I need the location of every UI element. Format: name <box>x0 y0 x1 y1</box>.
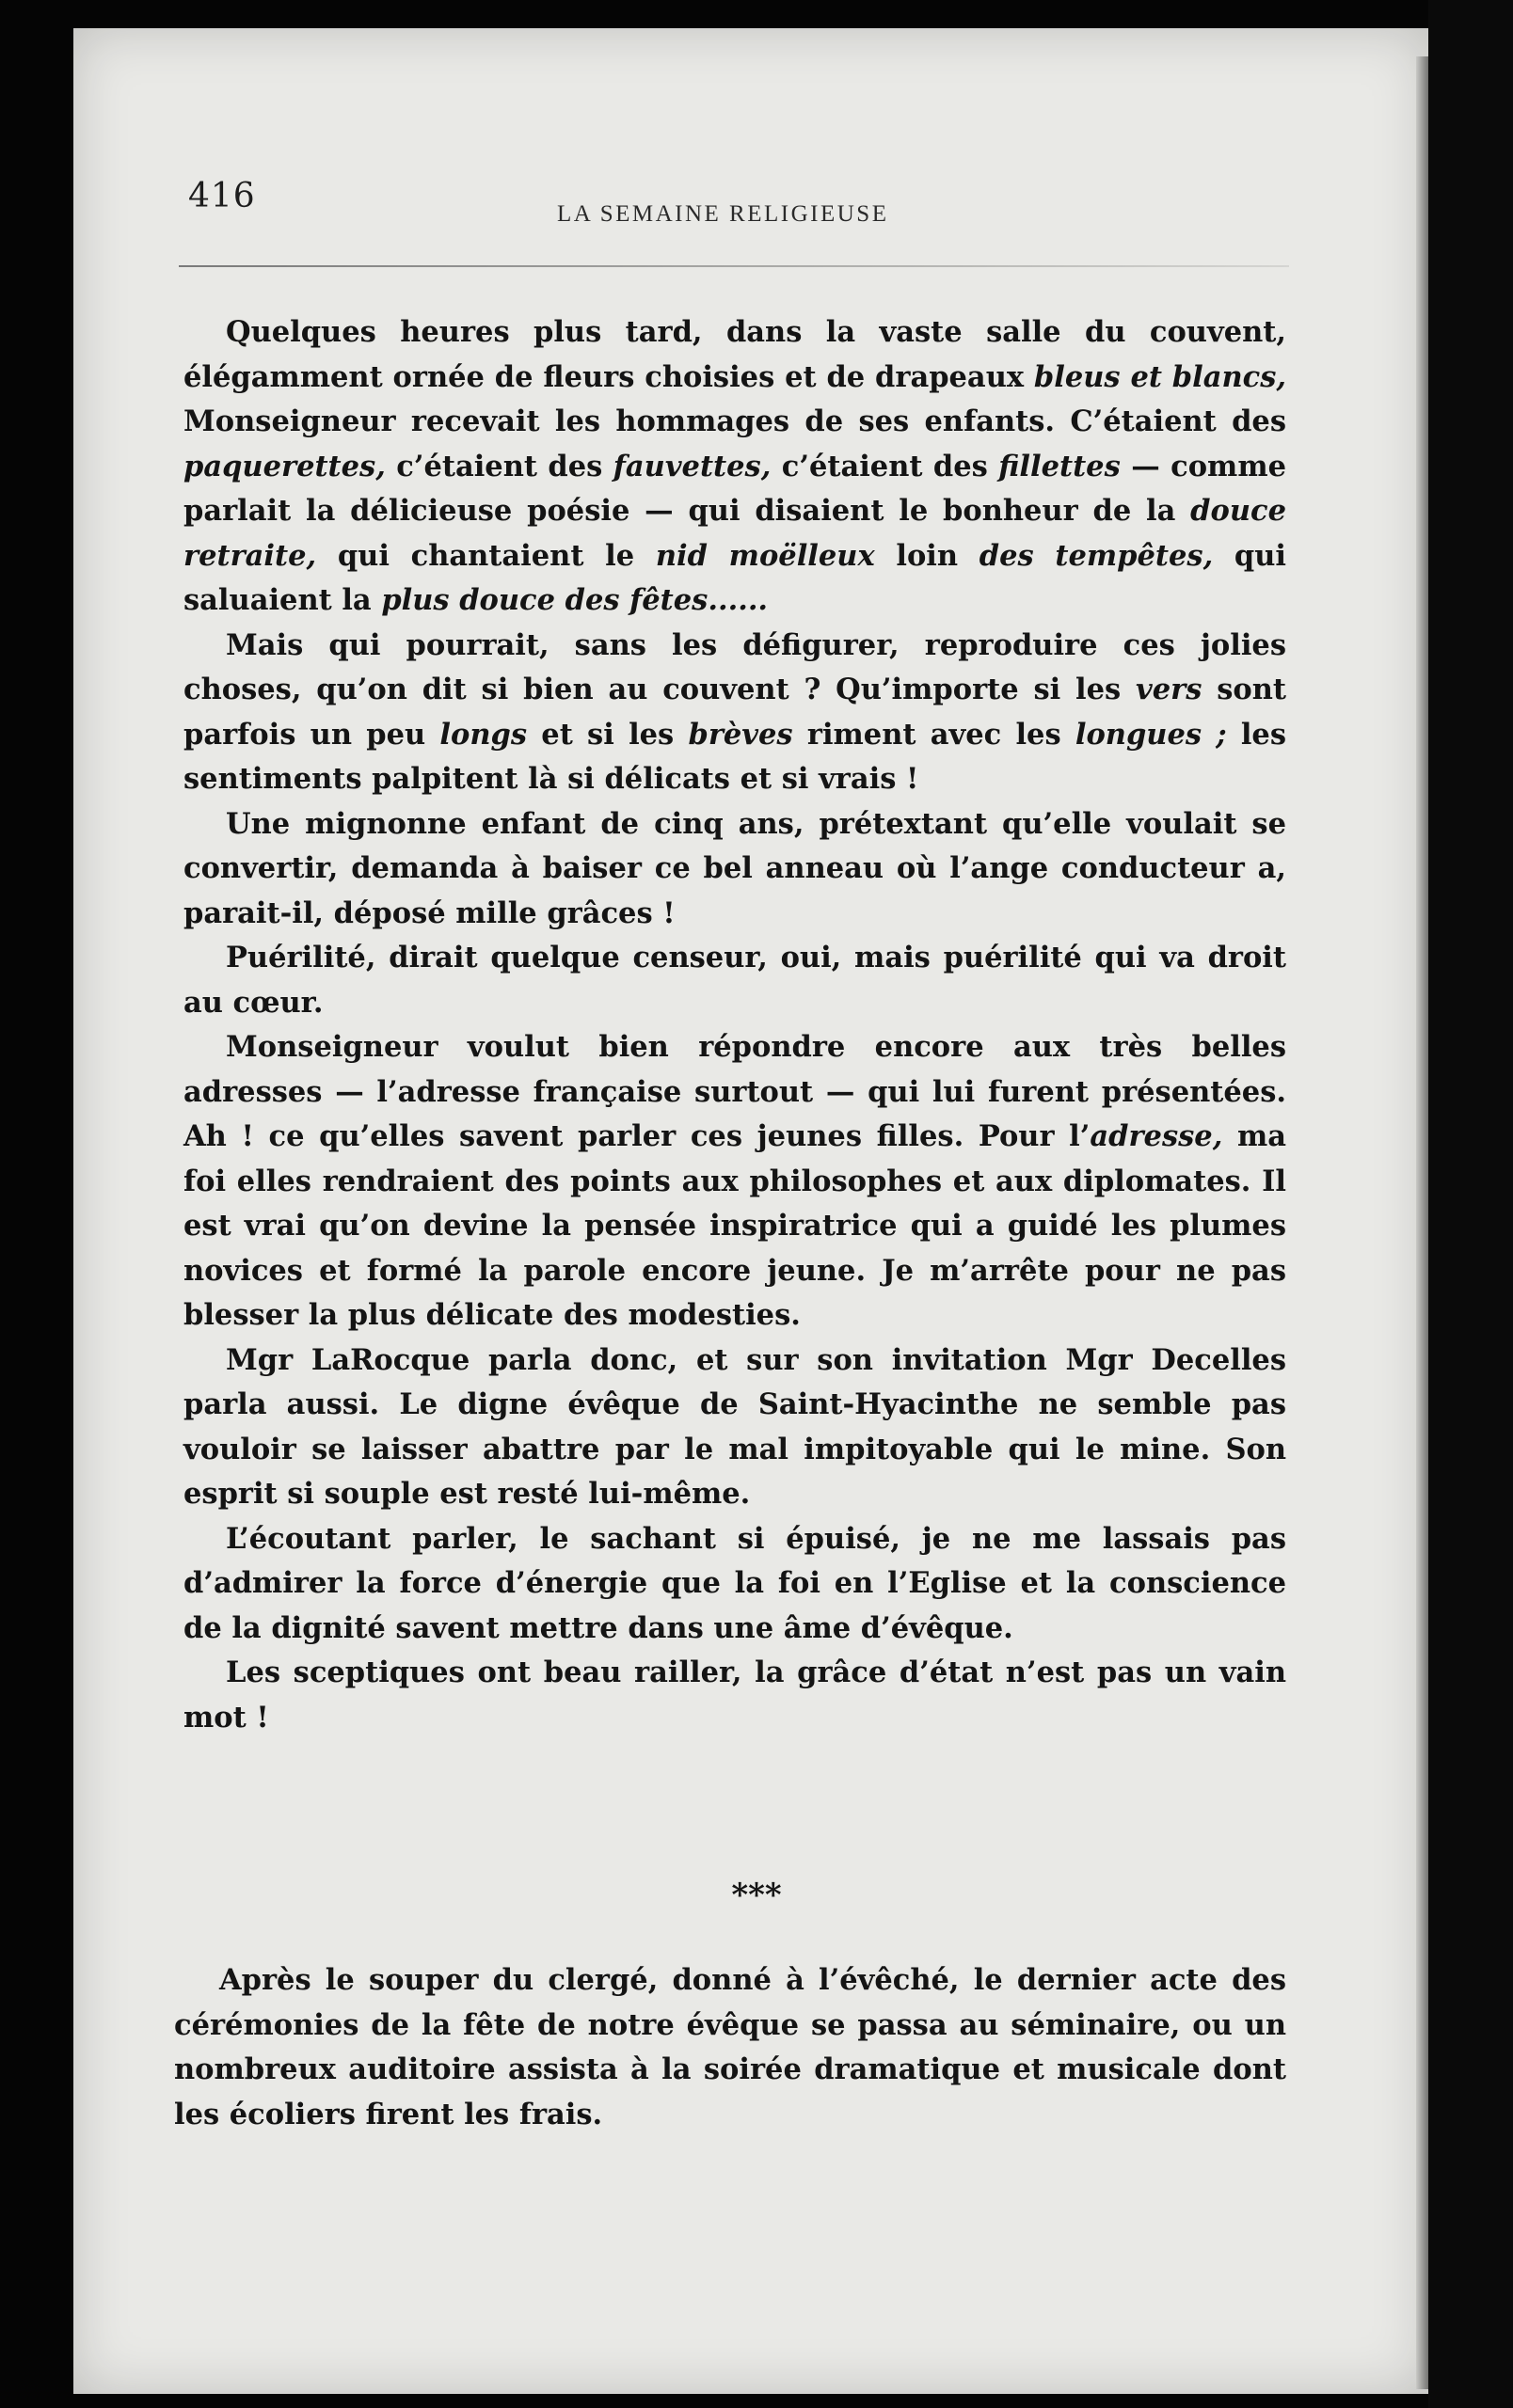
paragraph-2 <box>183 624 1286 802</box>
italic-run: fillettes <box>998 449 1121 483</box>
paragraph-1 <box>183 310 1286 624</box>
paragraph-8: Les sceptiques ont beau railler, la grâce d’état n’est pas un vain mot ! <box>183 1656 1286 1735</box>
paragraph-7: L’écoutant parler, le sachant si épuisé, je ne me lassais pas d’admirer la force d’énergie que la foi en l’Eglise et la conscience de la dignité savent mettre dans une âme d’évêque. <box>183 1521 1286 1645</box>
text-run: c’étaient des <box>771 449 999 483</box>
paragraph-3: Une mignonne enfant de cinq ans, prétextant qu’elle voulait se convertir, demanda à baiser ce bel anneau où l’ange conducteur a, parait-il, déposé mille grâces ! <box>183 806 1286 930</box>
text-run: riment avec les <box>792 717 1075 752</box>
text-run: qui chantaient le <box>316 538 656 573</box>
separator-stars: *** <box>731 1877 782 1914</box>
text-run: les sentiments palpitent là si délicats et si vrais ! <box>183 717 1287 796</box>
article-body <box>183 310 1286 1740</box>
page-number: 416 <box>188 177 256 215</box>
text-run: loin <box>874 538 979 573</box>
italic-run: longs <box>439 717 528 752</box>
italic-run: fauvettes, <box>613 449 772 483</box>
paragraph-4: Puérilité, dirait quelque censeur, oui, mais puérilité qui va droit au cœur. <box>183 941 1286 1020</box>
text-run: et si les <box>527 717 689 752</box>
text-run: Monseigneur voulut bien répondre encore aux très belles adresses — l’adresse française surtout — qui lui furent présentées. Ah ! ce qu’elles savent parler ces jeunes filles. Pour l’ <box>183 1030 1286 1153</box>
text-run: sont parfois un peu <box>183 673 1286 752</box>
text-run: Quelques heures plus tard, dans la vaste salle du couvent, élégamment ornée de fleurs choisies et de drapeaux <box>183 315 1286 394</box>
running-head: LA SEMAINE RELIGIEUSE <box>557 201 889 227</box>
italic-run: paquerettes, <box>183 449 386 483</box>
italic-run: douce retraite, <box>183 494 1286 573</box>
italic-run: plus douce des fêtes...... <box>381 583 769 617</box>
text-run: Monseigneur recevait les hommages de ses enfants. C’étaient des <box>183 404 1286 438</box>
italic-run: nid moëlleux <box>655 538 875 573</box>
italic-run: longues ; <box>1075 717 1227 752</box>
italic-run: brèves <box>688 717 793 752</box>
facing-page-edge <box>1416 56 1429 2389</box>
italic-run: bleus et blancs, <box>1033 359 1287 394</box>
text-run: Mais qui pourrait, sans les défigurer, reproduire ces jolies choses, qu’on dit si bien au couvent ? Qu’importe si les <box>183 627 1286 706</box>
section-separator <box>0 1877 1513 1914</box>
italic-run: vers <box>1136 673 1202 706</box>
book-gutter <box>1428 0 1513 2408</box>
italic-run: des tempêtes, <box>979 538 1214 573</box>
article-body-continued <box>174 1958 1286 2137</box>
text-run: ma foi elles rendraient des points aux philosophes et aux diplomates. Il est vrai qu’on devine la pensée inspiratrice qui a guidé les plumes novices et formé la parole encore jeune. Je m’arrête pour ne pas blesser la plus délicate des modesties. <box>183 1119 1287 1332</box>
paragraph-9: Après le souper du clergé, donné à l’évêché, le dernier acte des cérémonies de la fête de notre évêque se passa au séminaire, ou un nombreux auditoire assista à la soirée dramatique et musicale dont les écoliers firent les frais. <box>174 1963 1286 2131</box>
italic-run: adresse, <box>1090 1119 1223 1153</box>
paragraph-5 <box>183 1025 1286 1339</box>
text-run: c’étaient des <box>385 449 613 483</box>
text-run: — comme parlait la délicieuse poésie — qui disaient le bonheur de la <box>183 449 1286 528</box>
paragraph-6: Mgr LaRocque parla donc, et sur son invitation Mgr Decelles parla aussi. Le digne évêque de Saint-Hyacinthe ne semble pas vouloir se laisser abattre par le mal impitoyable qui le mine. Son esprit si souple est resté lui-même. <box>183 1342 1286 1511</box>
text-run: qui saluaient la <box>183 538 1286 617</box>
header-rule <box>179 265 1289 267</box>
